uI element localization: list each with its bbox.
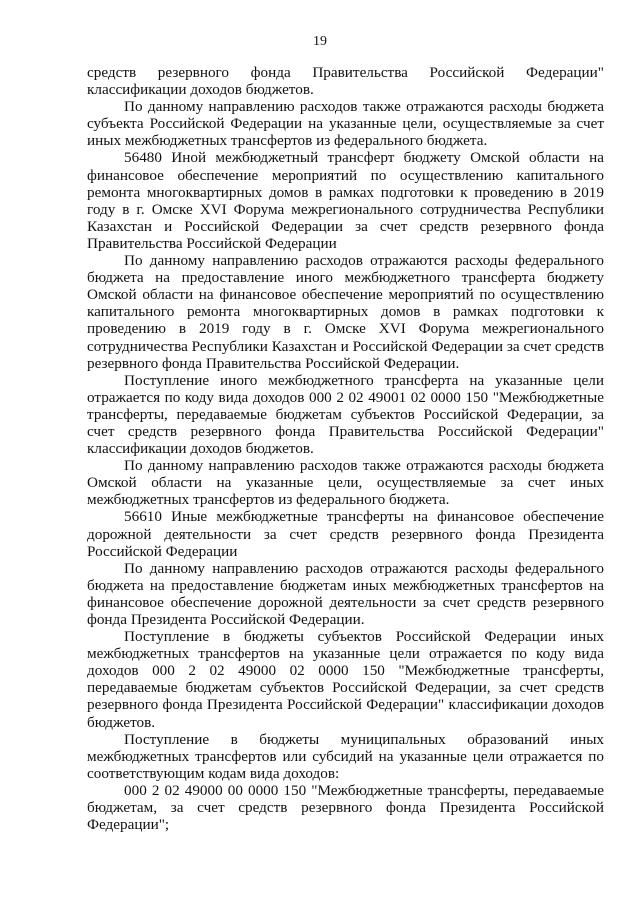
paragraph: Поступление иного межбюджетного трансферта на указанные цели отражается по коду вида доходов 000 2 02 49001 02 0000 150 "Межбюджетные трансферты, передаваемые бюджетам субъектов Российской Федерации, за счет средств резервного фонда Правительства Российской Федерации" классификации доходов бюджетов. <box>87 371 604 458</box>
paragraph: 000 2 02 49000 00 0000 150 "Межбюджетные трансферты, передаваемые бюджетам, за счет средств резервного фонда Президента Российской Федерации"; <box>87 781 604 834</box>
paragraph-continuation: средств резервного фонда Правительства Российской Федерации" классификации доходов бюджетов. <box>87 64 604 99</box>
paragraph: Поступление в бюджеты муниципальных образований иных межбюджетных трансфертов или субсидий на указанные цели отражается по соответствующим кодам вида доходов: <box>87 730 604 782</box>
paragraph: По данному направлению расходов также отражаются расходы бюджета Омской области на указанные цели, осуществляемые за счет иных межбюджетных трансфертов из федерального бюджета. <box>87 457 604 509</box>
paragraph: По данному направлению расходов отражаются расходы федерального бюджета на предоставление иного межбюджетного трансферта бюджету Омской области на финансовое обеспечение мероприятий по осуществлению капитального ремонта многоквартирных домов в рамках подготовки к проведению в 2019 году в г. Омске XVI Форума межрегионального сотрудничества Республики Казахстан и Российской Федерации за счет средств резервного фонда Правительства Российской Федерации. <box>87 252 604 372</box>
section-heading-56610: 56610 Иные межбюджетные трансферты на финансовое обеспечение дорожной деятельности за счет средств резервного фонда Президента Российской Федерации <box>87 508 604 560</box>
paragraph: По данному направлению расходов также отражаются расходы бюджета субъекта Российской Федерации на указанные цели, осуществляемые за счет иных межбюджетных трансфертов из федерального бюджета. <box>87 98 604 150</box>
paragraph: Поступление в бюджеты субъектов Российской Федерации иных межбюджетных трансфертов на указанные цели отражается по коду вида доходов 000 2 02 49000 02 0000 150 "Межбюджетные трансферты, передаваемые бюджетам субъектов Российской Федерации, за счет средств резервного фонда Президента Российской Федерации" классификации доходов бюджетов. <box>87 628 604 731</box>
page-number: 19 <box>313 34 327 49</box>
section-heading-56480: 56480 Иной межбюджетный трансферт бюджету Омской области на финансовое обеспечение мероприятий по осуществлению капитального ремонта многоквартирных домов в рамках подготовки к проведению в 2019 году в г. Омске XVI Форума межрегионального сотрудничества Республики Казахстан и Российской Федерации за счет средств резервного фонда Правительства Российской Федерации <box>87 149 604 252</box>
document-body <box>87 64 604 833</box>
paragraph: По данному направлению расходов отражаются расходы федерального бюджета на предоставление бюджетам иных межбюджетных трансфертов на финансовое обеспечение дорожной деятельности за счет средств резервного фонда Президента Российской Федерации. <box>87 559 604 628</box>
